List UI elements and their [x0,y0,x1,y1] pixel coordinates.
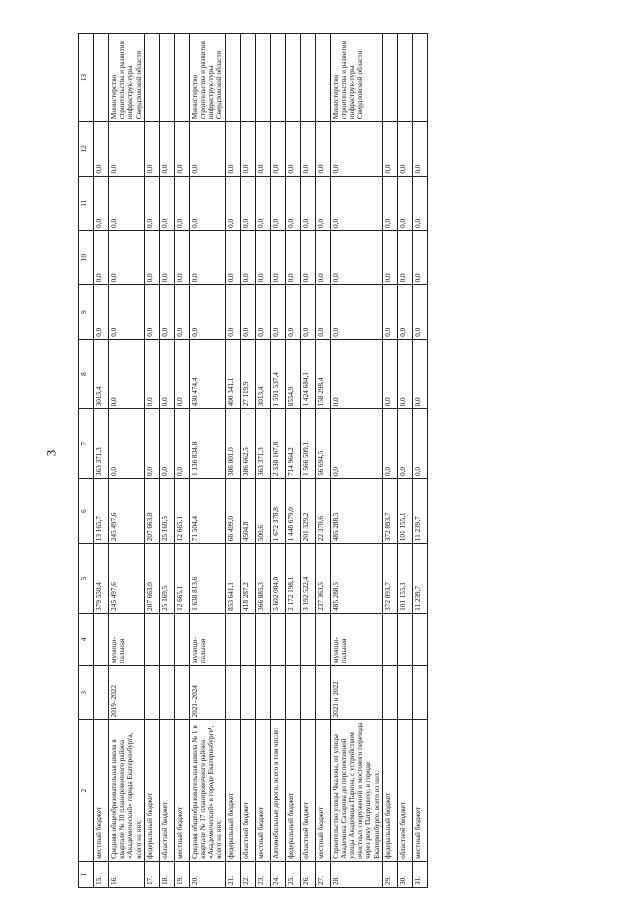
table-cell: 0,0 [300,176,315,230]
column-header: 13 [79,34,94,122]
table-cell: 25. [285,861,300,887]
table-cell: 22. [240,861,255,887]
table-cell [285,34,300,122]
table-row [382,34,397,888]
table-cell: 24. [270,861,285,887]
table-cell: 2 172 198,1 [285,544,300,614]
table-cell: 0,0 [397,409,412,479]
rotated-table-container [78,33,591,888]
table-cell: 1 591 537,4 [270,339,285,409]
table-cell: 363 371,3 [255,409,270,479]
table-cell: 22 370,6 [315,478,330,543]
table-cell [285,666,300,720]
table-cell: 0,0 [174,122,189,176]
table-row [255,34,270,888]
table-cell: 28. [330,861,382,887]
table-cell: 0,0 [240,285,255,339]
table-row [397,34,412,888]
table-cell: 12 665,1 [174,544,189,614]
table-row [159,34,174,888]
table-cell: 8554,9 [285,339,300,409]
table-cell [225,34,240,122]
table-cell: 0,0 [412,230,427,284]
table-cell: муници-пальная [189,613,225,665]
table-cell: 71 504,4 [189,478,225,543]
table-cell: 1 424 684,1 [300,339,315,409]
table-cell [174,34,189,122]
table-cell: 3013,4 [94,339,109,409]
table-cell: 2021 и 2022 [330,666,382,720]
column-header: 8 [79,339,94,409]
column-header: 1 [79,861,94,887]
table-row [225,34,240,888]
table-cell: 66 499,0 [225,478,240,543]
table-cell: 372 893,7 [382,478,397,543]
table-cell: 26. [300,861,315,887]
table-cell: 0,0 [255,176,270,230]
table-cell: 0,0 [330,285,382,339]
table-cell: 2 338 167,8 [270,409,285,479]
column-header: 4 [79,613,94,665]
table-cell: 0,0 [109,285,145,339]
table-cell: 101 155,1 [397,478,412,543]
budget-table [78,33,428,888]
table-row [285,34,300,888]
table-cell: 207 663,0 [144,544,159,614]
table-cell: 0,0 [159,122,174,176]
table-cell [315,666,330,720]
table-cell: 3 192 522,4 [300,544,315,614]
table-cell: 0,0 [174,409,189,479]
column-header: 2 [79,720,94,861]
table-cell: 0,0 [189,122,225,176]
table-cell: Министерство строительства и развития инфраструк-туры Свердловской области [330,34,382,122]
table-cell: 11 239,7 [412,544,427,614]
table-cell: 245 497,6 [109,478,145,543]
table-cell: 0,0 [240,176,255,230]
table-row [189,34,225,888]
table-cell: Министерство строительства и развития инфраструк-туры Свердловской области [189,34,225,122]
table-cell: 0,0 [270,122,285,176]
table-cell [174,666,189,720]
table-cell: 0,0 [285,285,300,339]
table-cell [159,613,174,665]
table-cell: 0,0 [397,176,412,230]
table-row [300,34,315,888]
table-cell [225,613,240,665]
table-cell: 0,0 [159,176,174,230]
table-cell: федеральный бюджет [225,720,240,861]
table-cell: 0,0 [315,122,330,176]
table-cell: 0,0 [300,122,315,176]
column-header: 3 [79,666,94,720]
table-cell: 0,0 [315,230,330,284]
table-cell [382,666,397,720]
table-cell: 0,0 [225,230,240,284]
table-cell: 18. [159,861,174,887]
table-row [174,34,189,888]
table-cell: 0,0 [285,230,300,284]
table-cell: 0,0 [330,409,382,479]
table-cell: 25 169,5 [159,544,174,614]
table-cell: 0,0 [159,285,174,339]
table-cell [315,34,330,122]
table-cell: 1 136 834,8 [189,409,225,479]
table-cell [159,666,174,720]
table-cell: 0,0 [330,339,382,409]
table-cell: 0,0 [174,230,189,284]
table-cell: 0,0 [144,176,159,230]
table-cell: 366 885,3 [255,544,270,614]
table-cell: 0,0 [382,339,397,409]
table-cell: 500,6 [255,478,270,543]
table-row [94,34,109,888]
table-cell: 0,0 [255,285,270,339]
table-body [94,34,428,888]
table-cell: Автомобильные дороги, всего в том числе: [270,720,285,861]
table-cell: 372 893,7 [382,544,397,614]
table-row [240,34,255,888]
table-cell: 29. [382,861,397,887]
table-cell: 158 298,4 [315,339,330,409]
table-cell: 400 341,1 [225,339,240,409]
table-cell: 2021–2024 [189,666,225,720]
table-cell: 0,0 [382,230,397,284]
table-cell: 0,0 [382,176,397,230]
table-cell: местный бюджет [174,720,189,861]
table-cell [255,666,270,720]
table-cell: 0,0 [94,122,109,176]
table-cell [270,613,285,665]
table-cell [300,34,315,122]
table-cell [382,34,397,122]
table-cell: 0,0 [412,285,427,339]
table-cell: 0,0 [240,122,255,176]
table-cell: 0,0 [300,285,315,339]
table-cell: 0,0 [330,122,382,176]
table-cell: 1 448 679,0 [285,478,300,543]
table-cell: 0,0 [300,230,315,284]
table-cell: 0,0 [109,122,145,176]
table-cell: 0,0 [109,176,145,230]
table-cell: 379 550,4 [94,544,109,614]
table-cell: 0,0 [412,339,427,409]
table-cell: 245 497,6 [109,544,145,614]
table-cell: 0,0 [382,122,397,176]
table-cell: 237 363,5 [315,544,330,614]
table-cell: 0,0 [189,230,225,284]
table-cell: 0,0 [315,176,330,230]
table-cell: областной бюджет [240,720,255,861]
table-cell: 0,0 [174,176,189,230]
table-cell: 21. [225,861,240,887]
column-header: 7 [79,409,94,479]
table-cell: 17. [144,861,159,887]
table-cell: федеральный бюджет [285,720,300,861]
table-cell: 30. [397,861,412,887]
table-cell: местный бюджет [315,720,330,861]
table-cell: 0,0 [255,230,270,284]
table-cell: 0,0 [225,176,240,230]
table-cell [300,613,315,665]
table-cell: 0,0 [397,339,412,409]
table-cell: 714 964,2 [285,409,300,479]
table-cell: 0,0 [240,230,255,284]
table-cell: федеральный бюджет [144,720,159,861]
table-cell: 201 329,2 [300,478,315,543]
table-cell: 0,0 [109,339,145,409]
table-cell: 0,0 [382,409,397,479]
table-cell: 20. [189,861,225,887]
table-cell: 0,0 [174,285,189,339]
table-cell [397,613,412,665]
table-cell: 0,0 [315,285,330,339]
column-header: 9 [79,285,94,339]
table-cell: Средняя общеобразовательная школа № 1 в квартале № 17 планировочного района «Академический» в городе Екатеринбурге¹, всего из них: [189,720,225,861]
header-row [79,34,94,888]
table-cell: 485 288,5 [330,544,382,614]
table-cell [144,666,159,720]
table-cell: местный бюджет [255,720,270,861]
table-cell: 56 694,5 [315,409,330,479]
table-cell [174,613,189,665]
table-cell [285,613,300,665]
table-cell: 386 662,5 [240,409,255,479]
table-cell: 0,0 [189,176,225,230]
table-cell: муници-пальная [330,613,382,665]
table-cell: 27. [315,861,330,887]
table-cell: 4504,8 [240,478,255,543]
table-cell: 0,0 [397,230,412,284]
table-cell: 0,0 [144,285,159,339]
table-cell: Средняя общеобразовательная школа в квартале № 10 планировочного района «Академический» города Екатеринбурга, всего из них: [109,720,145,861]
table-cell: 15. [94,861,109,887]
table-cell: 19. [174,861,189,887]
table-row [270,34,285,888]
page-number: 3 [43,449,59,457]
table-cell [255,613,270,665]
table-cell: 13 165,7 [94,478,109,543]
table-cell: 1 672 378,8 [270,478,285,543]
table-cell [240,34,255,122]
table-cell [382,613,397,665]
table-cell: 0,0 [412,176,427,230]
table-cell [412,666,427,720]
table-cell: 0,0 [330,176,382,230]
table-cell: 0,0 [144,122,159,176]
table-cell: Строительство улицы Чкалова, от улицы Академика Сахарова до перспективной улицы Академика Парина, с устройством очистных сооружений и мостового перехода через реку Патрушиху, в городе Екатеринбурге, всего из них: [330,720,382,861]
table-cell: местный бюджет [94,720,109,861]
table-cell: 418 287,2 [240,544,255,614]
column-header: 5 [79,544,94,614]
table-cell: федеральный бюджет [382,720,397,861]
table-cell [240,666,255,720]
table-cell: 0,0 [189,285,225,339]
table-cell: 0,0 [382,285,397,339]
table-cell: 0,0 [144,339,159,409]
table-cell: областной бюджет [300,720,315,861]
table-cell [225,666,240,720]
table-row [412,34,427,888]
column-header: 12 [79,122,94,176]
table-cell: 16. [109,861,145,887]
table-cell: 430 474,4 [189,339,225,409]
table-cell: 0,0 [270,285,285,339]
table-cell: 0,0 [412,122,427,176]
table-cell: 0,0 [109,230,145,284]
table-cell: 25 169,5 [159,478,174,543]
table-cell [397,34,412,122]
table-cell: 0,0 [144,409,159,479]
table-cell: 0,0 [159,339,174,409]
table-cell: 0,0 [412,409,427,479]
table-cell [255,34,270,122]
table-cell [270,34,285,122]
table-row [330,34,382,888]
column-header: 11 [79,176,94,230]
table-cell: 853 641,1 [225,544,240,614]
table-cell: 0,0 [94,176,109,230]
table-cell: 485 288,5 [330,478,382,543]
table-row [144,34,159,888]
table-cell [94,666,109,720]
table-cell [270,666,285,720]
table-cell: 0,0 [109,409,145,479]
table-cell: 0,0 [270,230,285,284]
table-cell [315,613,330,665]
column-header: 6 [79,478,94,543]
table-cell: местный бюджет [412,720,427,861]
table-cell: 0,0 [159,230,174,284]
table-row [109,34,145,888]
table-cell [240,613,255,665]
table-cell [412,613,427,665]
table-cell: 12 665,1 [174,478,189,543]
table-cell [144,34,159,122]
table-cell: 0,0 [174,339,189,409]
table-cell: 3013,4 [255,339,270,409]
table-cell: 0,0 [270,176,285,230]
table-cell: 0,0 [255,122,270,176]
table-cell: 0,0 [94,285,109,339]
table-cell: областной бюджет [397,720,412,861]
table-cell: 0,0 [225,285,240,339]
table-cell: 23. [255,861,270,887]
table-cell: 0,0 [285,122,300,176]
column-header: 10 [79,230,94,284]
table-cell: 386 801,0 [225,409,240,479]
table-cell [300,666,315,720]
table-cell: муници-пальная [109,613,145,665]
table-cell: 0,0 [144,230,159,284]
table-cell: 0,0 [397,285,412,339]
table-cell: Министерство строительства и развития инфраструк-туры Свердловской области [109,34,145,122]
table-cell: 363 371,3 [94,409,109,479]
table-cell [94,613,109,665]
table-cell: областной бюджет [159,720,174,861]
table-cell: 27 119,9 [240,339,255,409]
table-row [315,34,330,888]
table-cell: 0,0 [94,230,109,284]
table-cell: 0,0 [285,176,300,230]
table-cell: 1 638 813,6 [189,544,225,614]
table-cell: 5 602 084,0 [270,544,285,614]
table-cell: 2019–2022 [109,666,145,720]
table-cell: 0,0 [330,230,382,284]
table-cell [397,666,412,720]
table-cell: 0,0 [225,122,240,176]
table-cell: 0,0 [159,409,174,479]
table-cell: 101 155,1 [397,544,412,614]
table-cell [144,613,159,665]
table-cell: 11 239,7 [412,478,427,543]
table-cell [412,34,427,122]
table-cell: 1 566 509,1 [300,409,315,479]
table-cell: 207 663,0 [144,478,159,543]
table-cell [94,34,109,122]
table-cell: 31. [412,861,427,887]
table-cell: 0,0 [397,122,412,176]
table-cell [159,34,174,122]
